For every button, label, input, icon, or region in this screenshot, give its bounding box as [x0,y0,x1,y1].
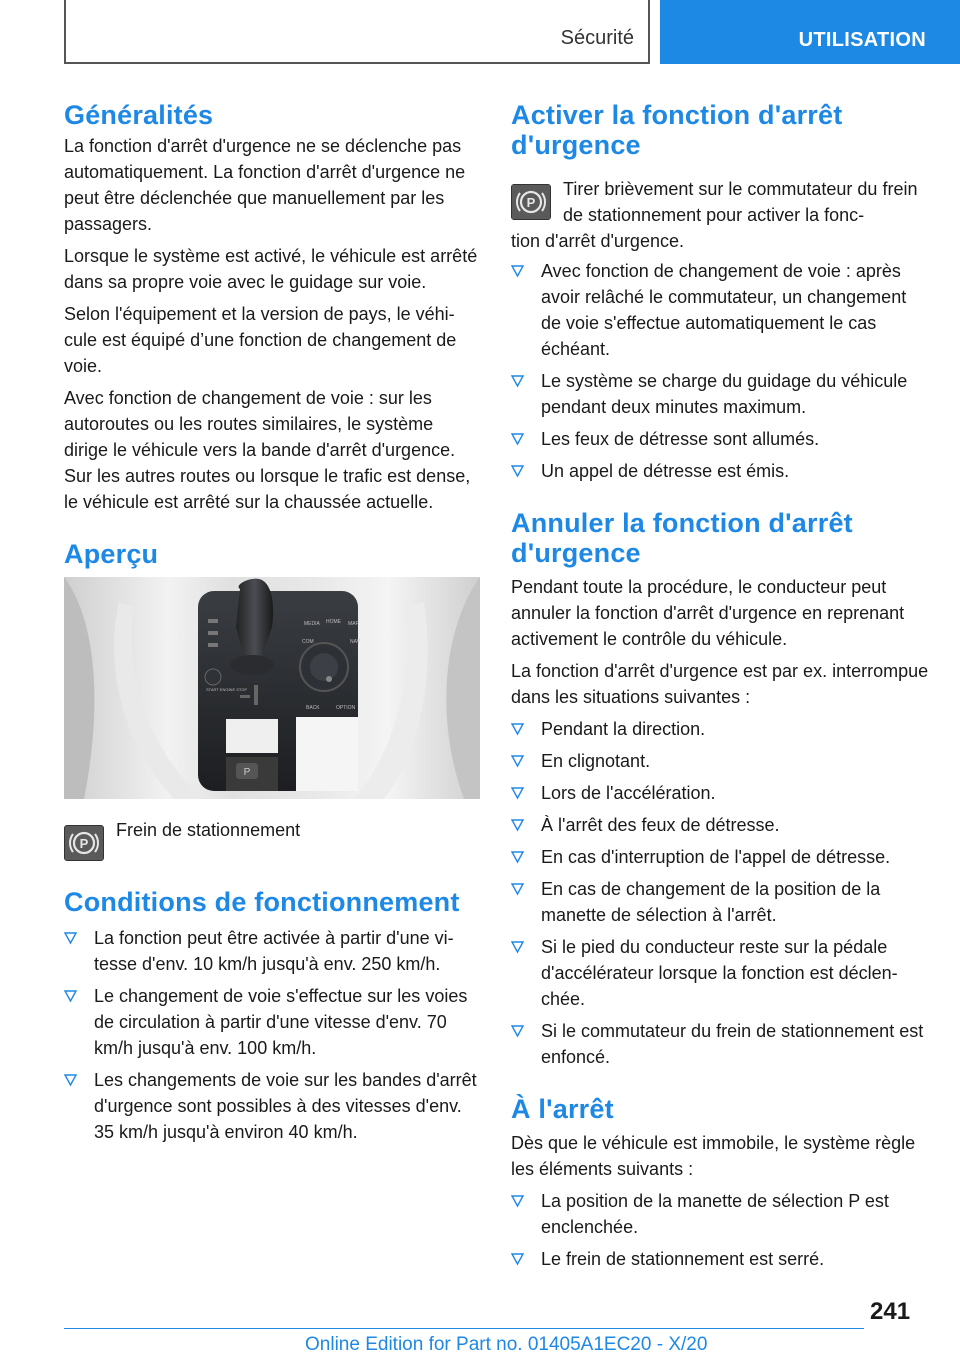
activation-intro-continued: tion d'arrêt d'urgence. [511,231,684,251]
list-item: Le système se charge du guidage du véhicule pendant deux minutes maximum. [511,368,931,420]
paragraph: Dès que le véhicule est immobile, le système règle les éléments suivants : [511,1133,916,1179]
bullet-triangle-icon [511,850,524,864]
heading-annuler: Annuler la fonction d'arrêt d'urgence [511,508,853,568]
list-item: Le frein de stationnement est serré. [511,1246,931,1272]
left-column [64,100,480,1151]
list-item: Si le commutateur du frein de stationnement est enfoncé. [511,1018,931,1070]
list-item: La position de la manette de sélection P est enclenchée. [511,1188,931,1240]
conditions-list [64,925,480,1145]
bullet-triangle-icon [511,722,524,736]
center-console-photo [64,577,480,799]
bullet-triangle-icon [511,754,524,768]
bullet-triangle-icon [511,1252,524,1266]
paragraph: La fonction d'arrêt d'urgence est par ex. interrompue dans les situations suivantes : [511,661,929,707]
photo-label-home: HOME [326,619,341,625]
paragraph: Pendant toute la procédure, le conducteur peut annuler la fonction d'arrêt d'urgence en reprenant activement le contrôle du véhicule. [511,577,905,649]
bullet-triangle-icon [64,989,77,1003]
header-section-title: Sécurité [560,27,634,49]
list-item: À l'arrêt des feux de détresse. [511,812,931,838]
header-section-box [64,0,650,64]
paragraph: Avec fonction de changement de voie : sur les autoroutes ou les routes similaires, le système dirige le véhicule vers la bande d'arrêt d'urgence. Sur les autres routes ou lorsque le trafic est dense, le véhicule est arrêté sur la chaussée actuelle. [64,388,471,512]
heading-apercu: Aperçu [64,539,159,569]
footer-edition: Online Edition for Part no. 01405A1EC20 - X/20 [305,1334,708,1355]
bullet-triangle-icon [511,374,524,388]
svg-text:P: P [526,195,536,210]
list-item: Le changement de voie s'effectue sur les voies de circulation à partir d'une vitesse d'env. 70 km/h jusqu'à env. 100 km/h. [64,983,480,1061]
header-chapter-tab [660,0,960,64]
list-item: La fonction peut être activée à partir d'une vitesse d'env. 10 km/h jusqu'à env. 250 km/h. [64,925,480,977]
bullet-triangle-icon [511,1194,524,1208]
parking-brake-icon [511,184,551,220]
parking-brake-icon [64,825,104,861]
footer-divider [64,1328,864,1329]
bullet-triangle-icon [511,882,524,896]
svg-text:P: P [79,836,89,851]
bullet-triangle-icon [511,464,524,478]
stop-list [511,1188,931,1272]
right-column [511,100,931,1278]
header-chapter-title: UTILISATION [798,29,926,51]
list-item: Si le pied du conducteur reste sur la pédale d'accélérateur lorsque la fonction est déclenchée. [511,934,931,1012]
activation-intro [511,176,931,254]
photo-label-nav: NAV [350,639,360,645]
bullet-triangle-icon [511,432,524,446]
bullet-triangle-icon [511,264,524,278]
paragraph: Selon l'équipement et la version de pays, le véhicule est équipé d’une fonction de changement de voie. [64,304,457,376]
list-item: Pendant la direction. [511,716,931,742]
bullet-triangle-icon [64,931,77,945]
list-item: En cas de changement de la position de la manette de sélection à l'arrêt. [511,876,931,928]
paragraph: Lorsque le système est activé, le véhicule est arrêté dans sa propre voie avec le guidage sur voie. [64,246,478,292]
heading-generalites: Généralités [64,100,214,130]
bullet-triangle-icon [511,1024,524,1038]
heading-activer: Activer la fonction d'arrêt d'urgence [511,100,843,160]
list-item: Les changements de voie sur les bandes d'arrêt d'urgence sont possibles à des vitesses d'env. 35 km/h jusqu'à environ 40 km/h. [64,1067,480,1145]
activation-list [511,258,931,484]
cancel-conditions-list [511,716,931,1070]
paragraph: La fonction d'arrêt d'urgence ne se déclenche pas automatiquement. La fonction d'arrêt d'urgence ne peut être déclenchée que manuellement par les passagers. [64,136,466,234]
caption-text: Frein de stationnement [116,820,301,840]
list-item: En cas d'interruption de l'appel de détresse. [511,844,931,870]
list-item: Les feux de détresse sont allumés. [511,426,931,452]
bullet-triangle-icon [511,786,524,800]
list-item: En clignotant. [511,748,931,774]
bullet-triangle-icon [511,940,524,954]
photo-label-back: BACK [306,705,320,711]
photo-label-start-stop: START ENGINE STOP [206,687,248,692]
photo-label-option: OPTION [336,705,356,711]
heading-conditions: Conditions de fonctionnement [64,887,460,917]
photo-label-media: MEDIA [304,621,320,627]
bullet-triangle-icon [64,1073,77,1087]
list-item: Un appel de détresse est émis. [511,458,931,484]
list-item: Lors de l'accélération. [511,780,931,806]
page-number: 241 [870,1298,911,1325]
svg-text:P: P [243,767,251,778]
photo-caption [64,817,480,857]
bullet-triangle-icon [511,818,524,832]
list-item: Avec fonction de changement de voie : après avoir relâché le commutateur, un changement de voie s'effectue automatiquement le cas échéant. [511,258,931,362]
photo-label-map: MAP [348,621,359,627]
heading-arret: À l'arrêt [511,1094,614,1124]
activation-intro-text: Tirer brièvement sur le commutateur du frein de stationnement pour activer la fonc- [563,179,918,225]
photo-label-com: COM [302,639,314,645]
